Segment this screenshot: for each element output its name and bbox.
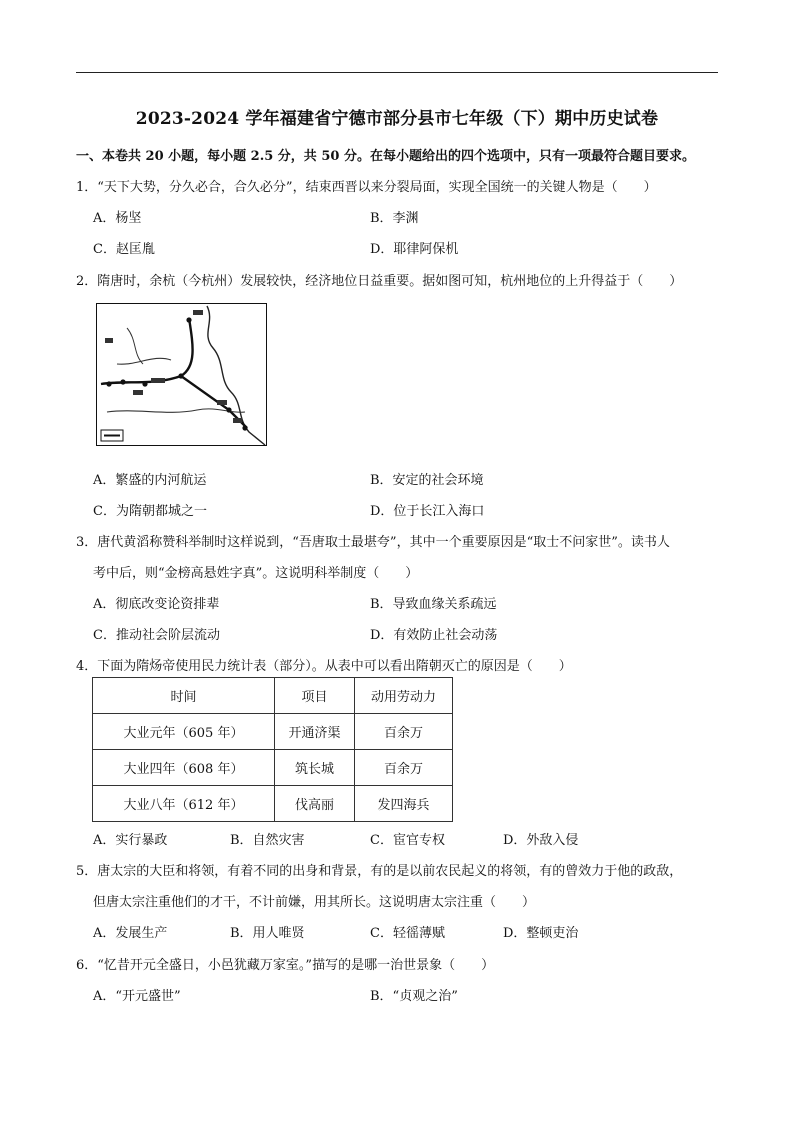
table-cell: 大业元年（605 年） [93, 714, 275, 750]
q6-option-a: A．“开元盛世” [93, 989, 181, 1004]
exam-title: 2023-2024 学年福建省宁德市部分县市七年级（下）期中历史试卷 [135, 109, 659, 129]
table-cell: 百余万 [355, 714, 453, 750]
q4-option-a: A．实行暴政 [93, 833, 168, 848]
table-cell: 开通济渠 [275, 714, 355, 750]
map-image [97, 304, 266, 445]
table-cell: 大业四年（608 年） [93, 750, 275, 786]
question-3-stem-line-1: 3．唐代黄滔称赞科举制时这样说到，“吾唐取士最堪夸”，其中一个重要原因是“取士不问家世”。读书人 [76, 535, 670, 550]
question-2-stem: 2．隋唐时，余杭（今杭州）发展较快，经济地位日益重要。据如图可知，杭州地位的上升得益于（ ） [76, 274, 683, 289]
q4-option-c: C．宦官专权 [370, 833, 445, 848]
question-1-stem: 1．“天下大势，分久必合，合久必分”，结束西晋以来分裂局面，实现全国统一的关键人物是（ ） [76, 180, 657, 195]
table-cell: 筑长城 [275, 750, 355, 786]
table-header-project: 项目 [275, 678, 355, 714]
table-row [93, 786, 453, 822]
q5-option-b: B．用人唯贤 [230, 926, 305, 941]
table-row [93, 750, 453, 786]
q3-option-d: D．有效防止社会动荡 [370, 628, 498, 643]
q3-option-c: C．推动社会阶层流动 [93, 628, 220, 643]
question-5-stem-line-1: 5．唐太宗的大臣和将领，有着不同的出身和背景，有的是以前农民起义的将领，有的曾效力于他的政敌， [76, 864, 683, 879]
q6-option-b: B．“贞观之治” [370, 989, 458, 1004]
table-cell: 大业八年（612 年） [93, 786, 275, 822]
q2-option-b: B．安定的社会环境 [370, 473, 484, 488]
question-3-stem-line-2: 考中后，则“金榜高悬姓字真”。这说明科举制度（ ） [93, 566, 419, 581]
section-one-instructions: 一、本卷共 20 小题，每小题 2.5 分，共 50 分。在每小题给出的四个选项中，只有一项最符合题目要求。 [76, 149, 695, 164]
grand-canal-map [96, 303, 267, 446]
q1-option-c: C．赵匡胤 [93, 242, 155, 257]
q5-option-c: C．轻徭薄赋 [370, 926, 445, 941]
table-cell: 百余万 [355, 750, 453, 786]
q1-option-b: B．李渊 [370, 211, 419, 226]
table-header-time: 时间 [93, 678, 275, 714]
q3-option-b: B．导致血缘关系疏远 [370, 597, 497, 612]
question-5-stem-line-2: 但唐太宗注重他们的才干，不计前嫌，用其所长。这说明唐太宗注重（ ） [93, 895, 536, 910]
question-6-stem: 6．“忆昔开元全盛日，小邑犹藏万家室。”描写的是哪一治世景象（ ） [76, 958, 495, 973]
q5-option-d: D．整顿吏治 [503, 926, 579, 941]
q2-option-a: A．繁盛的内河航运 [93, 473, 207, 488]
table-header-row [93, 678, 453, 714]
q3-option-a: A．彻底改变论资排辈 [93, 597, 220, 612]
q4-option-d: D．外敌入侵 [503, 833, 579, 848]
header-rule [76, 72, 718, 73]
table-header-labor: 动用劳动力 [355, 678, 453, 714]
q1-option-a: A．杨坚 [93, 211, 142, 226]
table-row [93, 714, 453, 750]
q1-option-d: D．耶律阿保机 [370, 242, 459, 257]
question-4-stem: 4．下面为隋炀帝使用民力统计表（部分）。从表中可以看出隋朝灭亡的原因是（ ） [76, 659, 572, 674]
q5-option-a: A．发展生产 [93, 926, 168, 941]
labor-usage-table [92, 677, 453, 822]
q2-option-c: C．为隋朝都城之一 [93, 504, 207, 519]
table-cell: 伐高丽 [275, 786, 355, 822]
table-cell: 发四海兵 [355, 786, 453, 822]
q2-option-d: D．位于长江入海口 [370, 504, 485, 519]
q4-option-b: B．自然灾害 [230, 833, 305, 848]
